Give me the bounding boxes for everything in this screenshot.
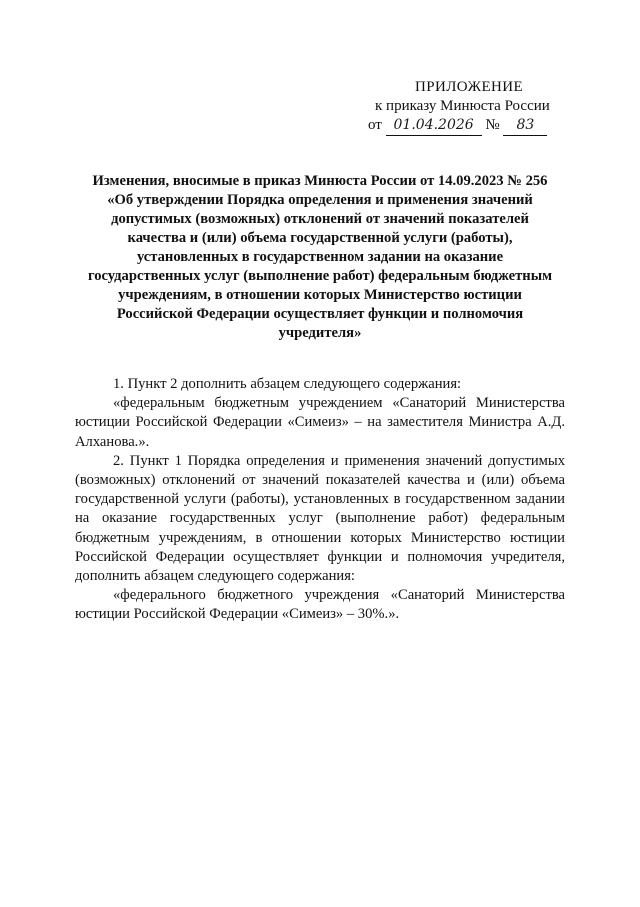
title-line: «Об утверждении Порядка определения и применения значений xyxy=(107,192,533,208)
title-line: Изменения, вносимые в приказ Минюста России от 14.09.2023 № 256 xyxy=(92,173,548,189)
title-line: установленных в государственном задании на оказание xyxy=(136,249,504,265)
number-prefix: № xyxy=(485,117,500,133)
title-line: учреждениям, в отношении которых Министерство юстиции xyxy=(118,287,522,303)
date-prefix: от xyxy=(368,117,382,133)
title-line: государственных услуг (выполнение работ) федеральным бюджетным xyxy=(87,268,553,284)
document-body xyxy=(75,375,565,625)
document-title xyxy=(60,172,580,343)
appendix-date-line xyxy=(360,116,580,136)
title-line: учредителя» xyxy=(278,325,362,341)
paragraph-item-1: 1. Пункт 2 дополнить абзацем следующего содержания: xyxy=(113,376,462,392)
handwritten-number: 83 xyxy=(503,116,547,136)
title-line: Российской Федерации осуществляет функции и полномочия xyxy=(116,306,524,322)
title-line: качества и (или) объема государственной услуги (работы), xyxy=(127,230,513,246)
appendix-order-reference: к приказу Минюста России xyxy=(375,98,550,114)
paragraph-quote-2: «федерального бюджетного учреждения «Санаторий Министерства юстиции Российской Федерации «Симеиз» – 30%.». xyxy=(75,587,565,623)
appendix-title: ПРИЛОЖЕНИЕ xyxy=(415,79,524,95)
title-line: допустимых (возможных) отклонений от значений показателей xyxy=(111,211,529,227)
appendix-header xyxy=(360,78,580,136)
handwritten-date: 01.04.2026 xyxy=(386,116,482,136)
paragraph-quote-1: «федеральным бюджетным учреждением «Санаторий Министерства юстиции Российской Федерации «Симеиз» – на заместителя Министра А.Д. Алханова.». xyxy=(75,395,565,450)
paragraph-item-2: 2. Пункт 1 Порядка определения и применения значений допустимых (возможных) отклонений от значений показателей качества и (или) объема государственной услуги (работы), установленных в государственном задании на оказание государственных услуг (выполнение работ) федеральным бюджетным учреждениям, в отношении которых Министерство юстиции Российской Федерации осуществляет функции и полномочия учредителя, дополнить абзацем следующего содержания: xyxy=(75,452,565,585)
